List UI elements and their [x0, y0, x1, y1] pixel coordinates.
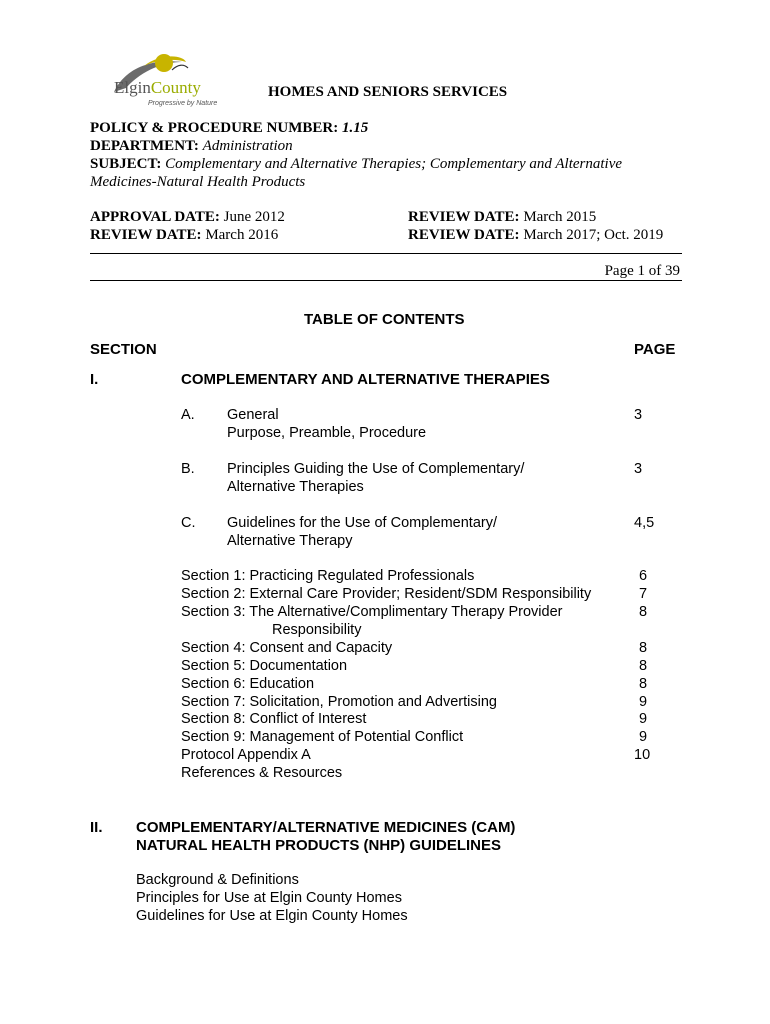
toc-subsection-6: Section 6: Education — [181, 676, 315, 692]
toc-subsection-5-page: 8 — [639, 658, 648, 674]
toc-references: References & Resources — [181, 765, 343, 781]
toc-subsection-7-page: 9 — [639, 694, 648, 710]
toc-item-c-line1: Guidelines for the Use of Complementary/ — [227, 515, 497, 531]
toc-item-b-letter: B. — [181, 461, 195, 477]
org-title: HOMES AND SENIORS SERVICES — [268, 84, 508, 100]
toc-protocol-appendix-page: 10 — [634, 747, 651, 763]
department-row — [90, 137, 293, 155]
toc-section-2-item-2: Principles for Use at Elgin County Homes — [136, 890, 402, 906]
department-value: Administration — [202, 138, 293, 154]
toc-subsection-2: Section 2: External Care Provider; Resident/SDM Responsibility — [181, 586, 592, 602]
toc-section-2-item-1: Background & Definitions — [136, 872, 299, 888]
toc-subsection-4-page: 8 — [639, 640, 648, 656]
review-date-label-1: REVIEW DATE: — [90, 227, 202, 243]
toc-item-b-line2: Alternative Therapies — [227, 479, 364, 495]
review-date-row-3 — [408, 226, 663, 244]
toc-subsection-3-continued: Responsibility — [272, 622, 362, 638]
review-date-label-2: REVIEW DATE: — [408, 209, 520, 225]
logo-text-elgin: Elgin — [114, 78, 151, 97]
page-number: Page 1 of 39 — [604, 263, 680, 279]
policy-number-label: POLICY & PROCEDURE NUMBER: — [90, 120, 339, 136]
policy-number-value: 1.15 — [341, 120, 369, 136]
toc-subsection-9-page: 9 — [639, 729, 648, 745]
toc-section-1-number: I. — [90, 371, 99, 388]
toc-subsection-8: Section 8: Conflict of Interest — [181, 711, 367, 727]
approval-date-value: June 2012 — [223, 209, 285, 225]
toc-item-c-letter: C. — [181, 515, 196, 531]
toc-subsection-3: Section 3: The Alternative/Complimentary Therapy Provider — [181, 604, 563, 620]
toc-item-c-page: 4,5 — [634, 515, 655, 531]
toc-item-a-page: 3 — [634, 407, 643, 423]
toc-subsection-3-page: 8 — [639, 604, 648, 620]
toc-protocol-appendix: Protocol Appendix A — [181, 747, 311, 763]
approval-date-row — [90, 208, 285, 226]
review-date-label-3: REVIEW DATE: — [408, 227, 520, 243]
toc-section-2-title-line1: COMPLEMENTARY/ALTERNATIVE MEDICINES (CAM) — [136, 819, 516, 836]
review-date-value-1: March 2016 — [205, 227, 279, 243]
toc-section-2-number: II. — [90, 819, 103, 836]
toc-subsection-1: Section 1: Practicing Regulated Professionals — [181, 568, 475, 584]
toc-item-b-line1: Principles Guiding the Use of Complementary/ — [227, 461, 525, 477]
toc-subsection-8-page: 9 — [639, 711, 648, 727]
toc-item-a-line2: Purpose, Preamble, Procedure — [227, 425, 427, 441]
toc-section-column-header: SECTION — [90, 341, 157, 358]
toc-subsection-2-page: 7 — [639, 586, 648, 602]
subject-row — [90, 155, 622, 173]
toc-subsection-9: Section 9: Management of Potential Conflict — [181, 729, 464, 745]
toc-subsection-5: Section 5: Documentation — [181, 658, 348, 674]
toc-item-a-letter: A. — [181, 407, 195, 423]
department-label: DEPARTMENT: — [90, 138, 199, 154]
review-date-row-1 — [90, 226, 278, 244]
toc-title: TABLE OF CONTENTS — [304, 311, 465, 328]
header-divider-top — [90, 253, 682, 254]
toc-item-b-page: 3 — [634, 461, 643, 477]
toc-subsection-6-page: 8 — [639, 676, 648, 692]
toc-item-a-line1: General — [227, 407, 279, 423]
header-divider-bottom — [90, 280, 682, 281]
toc-item-c-line2: Alternative Therapy — [227, 533, 353, 549]
logo-tagline: Progressive by Nature — [148, 100, 218, 107]
toc-page-column-header: PAGE — [634, 341, 676, 358]
toc-section-1-title: COMPLEMENTARY AND ALTERNATIVE THERAPIES — [181, 371, 550, 388]
logo-text-county: County — [150, 78, 201, 97]
toc-subsection-7: Section 7: Solicitation, Promotion and Advertising — [181, 694, 497, 710]
policy-number-row — [90, 119, 368, 137]
toc-section-2-item-3: Guidelines for Use at Elgin County Homes — [136, 908, 408, 924]
review-date-value-2: March 2015 — [523, 209, 597, 225]
subject-label: SUBJECT: — [90, 156, 162, 172]
toc-subsection-1-page: 6 — [639, 568, 648, 584]
toc-subsection-4: Section 4: Consent and Capacity — [181, 640, 393, 656]
subject-value-line2: Medicines-Natural Health Products — [90, 174, 306, 190]
approval-date-label: APPROVAL DATE: — [90, 209, 220, 225]
review-date-value-3: March 2017; Oct. 2019 — [523, 227, 664, 243]
toc-section-2-title-line2: NATURAL HEALTH PRODUCTS (NHP) GUIDELINES — [136, 837, 501, 854]
elgin-county-logo — [104, 52, 229, 110]
subject-value-line1: Complementary and Alternative Therapies; Complementary and Alternative — [165, 156, 623, 172]
review-date-row-2 — [408, 208, 596, 226]
